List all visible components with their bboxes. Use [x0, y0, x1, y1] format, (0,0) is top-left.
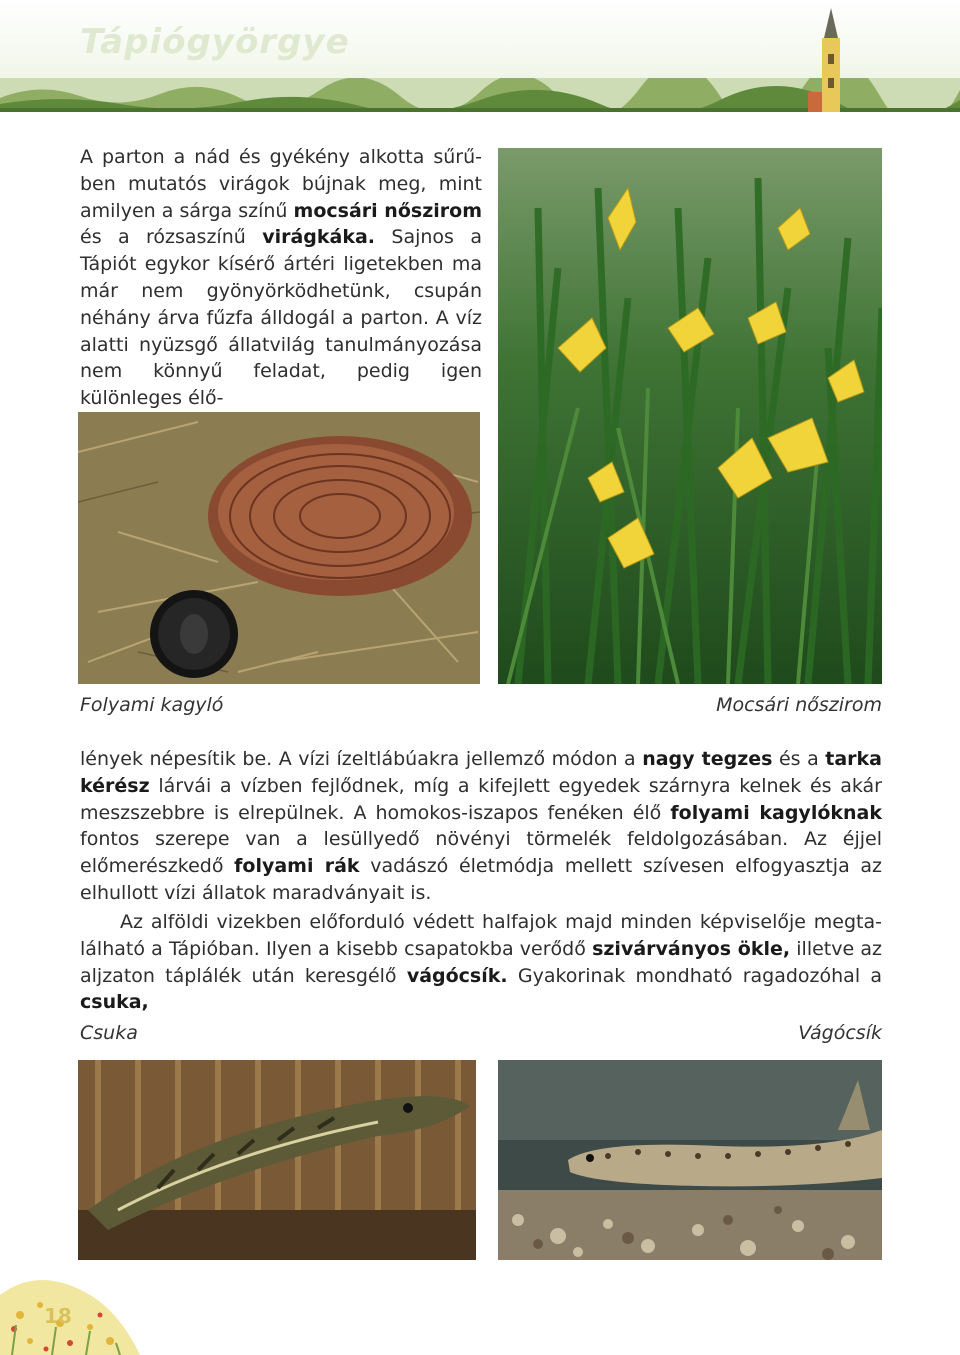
bold-term: csuka, — [80, 991, 149, 1014]
church-tower-icon — [808, 8, 854, 112]
caption-mussel: Folyami kagyló — [80, 694, 224, 716]
caption-loach: Vágócsík — [798, 1022, 882, 1044]
bold-term: folyami rák — [234, 855, 360, 878]
bold-term: tarka kérész — [80, 748, 882, 797]
body-paragraph-fish: Az alföldi vizekben előforduló védett halfajok majd minden képviselője megtalálható a Tápióban. Ilyen a kisebb csapatokba verődő szivárványos ökle, illetve az aljzaton táplálék után keresgélő vágócsík. Gyakorinak mondható ragadozóhal a csuka, — [80, 911, 883, 1014]
bold-term: folyami kagylóknak — [670, 801, 882, 824]
header-title: Tápiógyörgye — [80, 22, 350, 62]
pike-photo — [78, 1060, 476, 1260]
bold-term: virágkáka. — [262, 226, 376, 249]
bold-term: szivárványos ökle, — [592, 937, 791, 960]
mussel-photo — [78, 412, 480, 684]
bold-term: vágócsík. — [406, 964, 508, 987]
body-paragraph-fauna: lények népesítik be. A vízi ízeltlábúakra jellemző módon a nagy tegzes és a tarka kérész lárvái a vízben fejlődnek, míg a kifejlett egyedek szárnyra kelnek és akár meszszebbre is elrepülnek. A homokos-iszapos fenéken élő folyami kagylóknak fontos szerepe van a lesüllyedő növényi törmelék feldolgozásában. Az éjjel előmerészkedő folyami rák vadászó életmódja mellett szívesen elfogyasztja az elhullott vízi állatok maradványait is. — [80, 748, 882, 904]
caption-iris: Mocsári nőszirom — [716, 694, 882, 716]
bold-term: mocsári nőszirom — [293, 199, 482, 222]
intro-paragraph: A parton a nád és gyékény alkotta sűrűben mutatós virágok bújnak meg, mint amilyen a sárga színű mocsári nőszirom és a rózsaszínű virágkáka. Sajnos a Tápiót egykor kísérő ártéri ligetekben ma már nem gyönyörködhetünk, csupán néhány árva fűzfa álldogál a parton. A víz alatti nyüzsgő állatvilág tanulmányozása nem könnyű feladat, pedig igen különleges élő- — [80, 146, 482, 410]
page-header — [0, 0, 960, 112]
loach-photo — [498, 1060, 882, 1260]
caption-pike: Csuka — [80, 1022, 138, 1044]
page-number: 18 — [44, 1304, 72, 1328]
bold-term: nagy tegzes — [642, 748, 773, 770]
iris-photo — [498, 148, 882, 684]
